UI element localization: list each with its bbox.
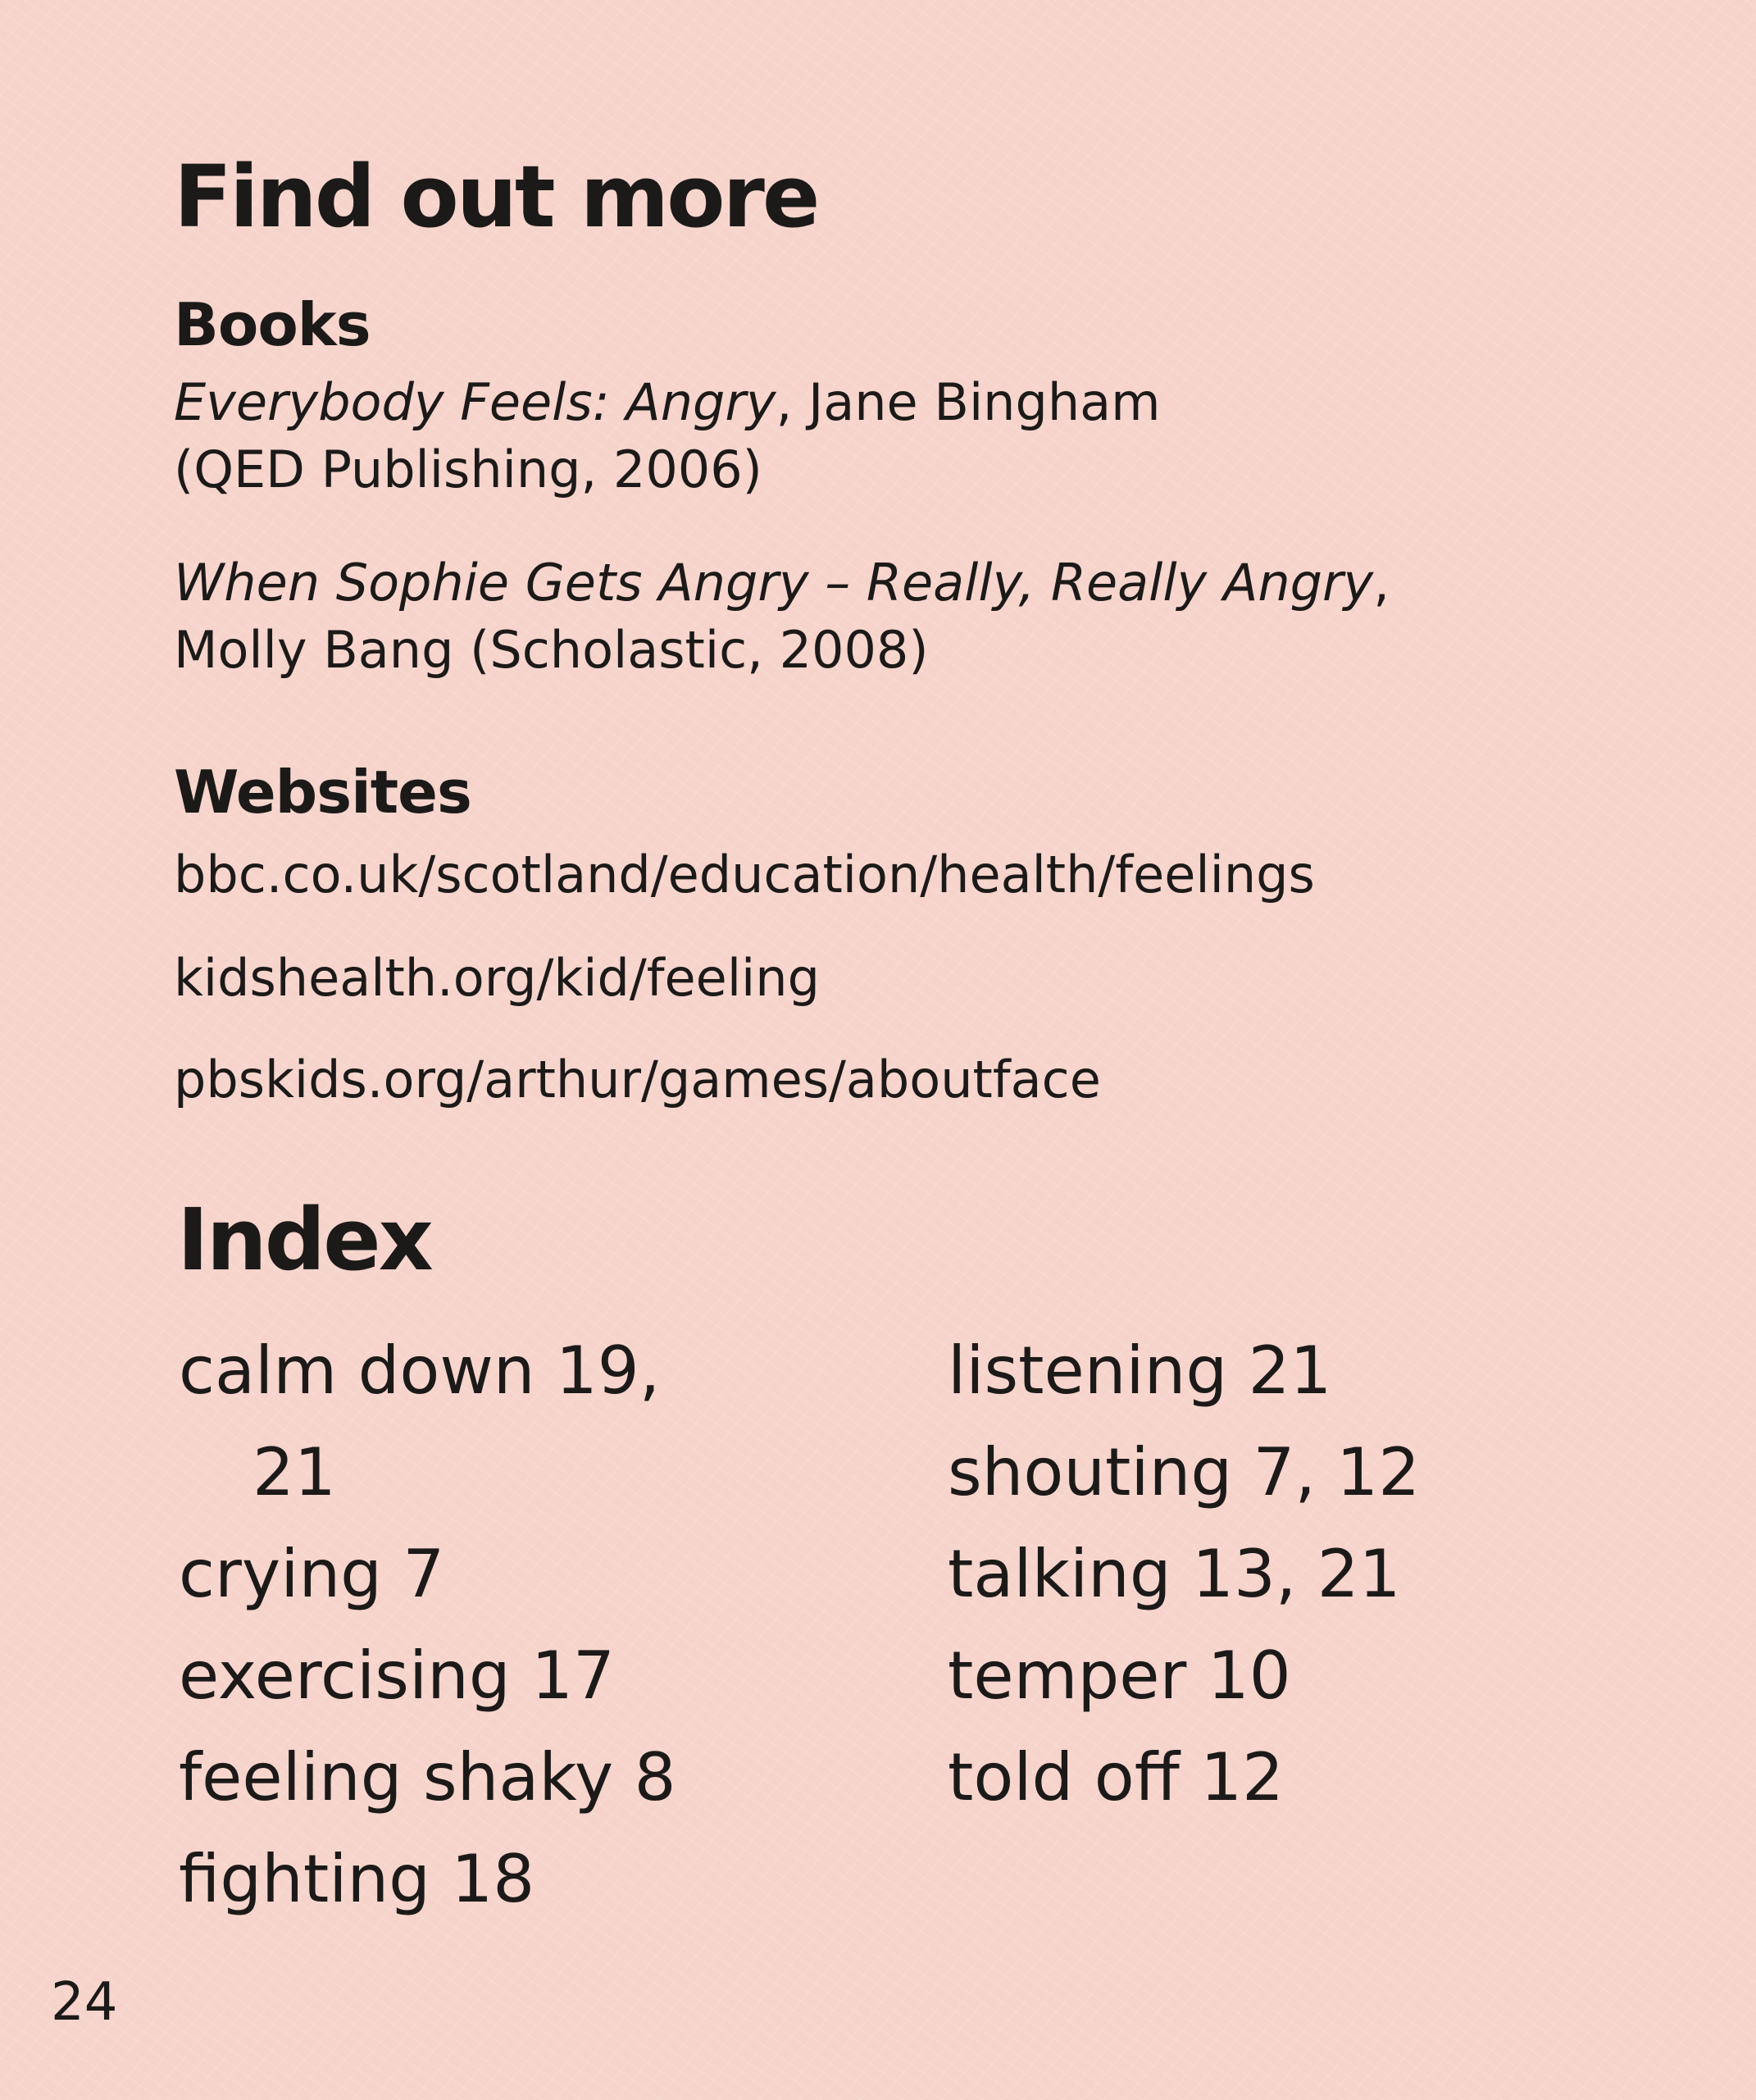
website-link[interactable]: kidshealth.org/kid/feeling bbox=[174, 948, 820, 1008]
book-title: Everybody Feels: Angry bbox=[174, 372, 776, 432]
index-list-right bbox=[948, 1320, 1685, 1829]
index-entry bbox=[948, 1625, 1685, 1727]
index-term: calm down bbox=[179, 1332, 535, 1409]
website-link[interactable]: pbskids.org/arthur/games/aboutface bbox=[174, 1050, 1101, 1109]
index-term: temper bbox=[948, 1638, 1187, 1714]
book-entry bbox=[174, 549, 1715, 684]
book-publisher: (QED Publishing, 2006) bbox=[174, 440, 762, 499]
index-pages: 13, 21 bbox=[1192, 1536, 1401, 1612]
index-term: told off bbox=[948, 1739, 1180, 1815]
index-entry bbox=[948, 1524, 1685, 1625]
index-pages: 19, bbox=[555, 1332, 661, 1409]
index-pages: 7, 12 bbox=[1253, 1434, 1421, 1510]
book-entry bbox=[174, 369, 1715, 503]
index-term: crying bbox=[179, 1536, 382, 1612]
index-pages-continued: 21 bbox=[252, 1434, 336, 1510]
index-pages: 21 bbox=[1248, 1332, 1332, 1409]
index-term: shouting bbox=[948, 1434, 1233, 1510]
book-author: , Jane Bingham bbox=[776, 372, 1161, 432]
index-entry bbox=[179, 1727, 835, 1829]
index-list-left bbox=[179, 1320, 835, 1930]
index-pages: 18 bbox=[451, 1841, 535, 1917]
book-author: , bbox=[1373, 553, 1390, 613]
index-entry bbox=[179, 1320, 835, 1524]
index-entry bbox=[179, 1625, 835, 1727]
page-number: 24 bbox=[51, 1972, 118, 2033]
index-entry bbox=[179, 1524, 835, 1625]
index-pages: 8 bbox=[634, 1739, 676, 1815]
index-entry bbox=[179, 1829, 835, 1930]
index-entry bbox=[948, 1422, 1685, 1524]
index-term: listening bbox=[948, 1332, 1228, 1409]
books-heading: Books bbox=[174, 290, 371, 359]
index-heading: Index bbox=[177, 1190, 431, 1290]
index-entry bbox=[948, 1727, 1685, 1829]
index-pages: 12 bbox=[1200, 1739, 1285, 1815]
index-term: fighting bbox=[179, 1841, 430, 1917]
index-term: talking bbox=[948, 1536, 1171, 1612]
index-pages: 17 bbox=[531, 1638, 615, 1714]
book-publisher: Molly Bang (Scholastic, 2008) bbox=[174, 620, 929, 680]
book-title: When Sophie Gets Angry – Really, Really Angry bbox=[174, 553, 1374, 613]
index-term: feeling shaky bbox=[179, 1739, 614, 1815]
find-out-more-heading: Find out more bbox=[174, 147, 818, 247]
index-term: exercising bbox=[179, 1638, 511, 1714]
websites-heading: Websites bbox=[174, 758, 471, 827]
website-link[interactable]: bbc.co.uk/scotland/education/health/feelings bbox=[174, 845, 1315, 904]
index-pages: 7 bbox=[403, 1536, 445, 1612]
index-entry bbox=[948, 1320, 1685, 1422]
index-pages: 10 bbox=[1207, 1638, 1291, 1714]
